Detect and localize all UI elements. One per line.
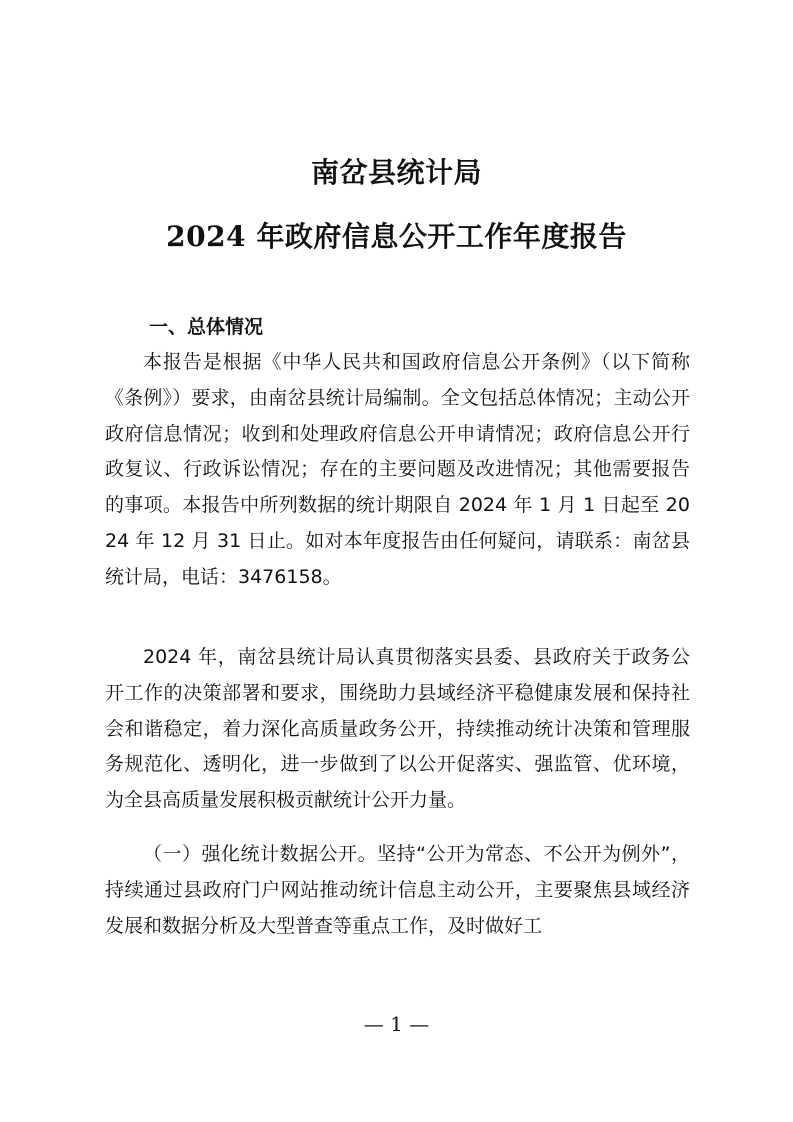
subsection-heading: （一）强化统计数据公开。	[143, 843, 378, 865]
page-number: — 1 —	[363, 1012, 430, 1036]
paragraph-intro: 本报告是根据《中华人民共和国政府信息公开条例》（以下简称《条例》）要求，由南岔县统计局编制。全文包括总体情况；主动公开政府信息情况；收到和处理政府信息公开申请情况；政府信息公开行政复议、行政诉讼情况；存在的主要问题及改进情况；其他需要报告的事项。本报告中所列数据的统计期限自 2024 年 1 月 1 日起至 2024 年 12 月 31 日止。如对本年度报告由任何疑问，请联系：南岔县统计局，电话：3476158。	[105, 351, 690, 588]
paragraph-data-disclosure	[105, 837, 690, 944]
paragraph-data-disclosure-text: 坚持“公开为常态、不公开为例外”，持续通过县政府门户网站推动统计信息主动公开，主要聚焦县域经济发展和数据分析及大型普查等重点工作，及时做好工	[105, 843, 690, 937]
report-title-line-2: 2024 年政府信息公开工作年度报告	[166, 220, 627, 253]
section-heading-overview: 一、总体情况	[149, 316, 264, 338]
report-title-line-1: 南岔县统计局	[310, 156, 482, 189]
paragraph-overview: 2024 年，南岔县统计局认真贯彻落实县委、县政府关于政务公开工作的决策部署和要求，围绕助力县域经济平稳健康发展和保持社会和谐稳定，着力深化高质量政务公开，持续推动统计决策和管理服务规范化、透明化，进一步做到了以公开促落实、强监管、优环境，为全县高质量发展积极贡献统计公开力量。	[105, 646, 690, 812]
